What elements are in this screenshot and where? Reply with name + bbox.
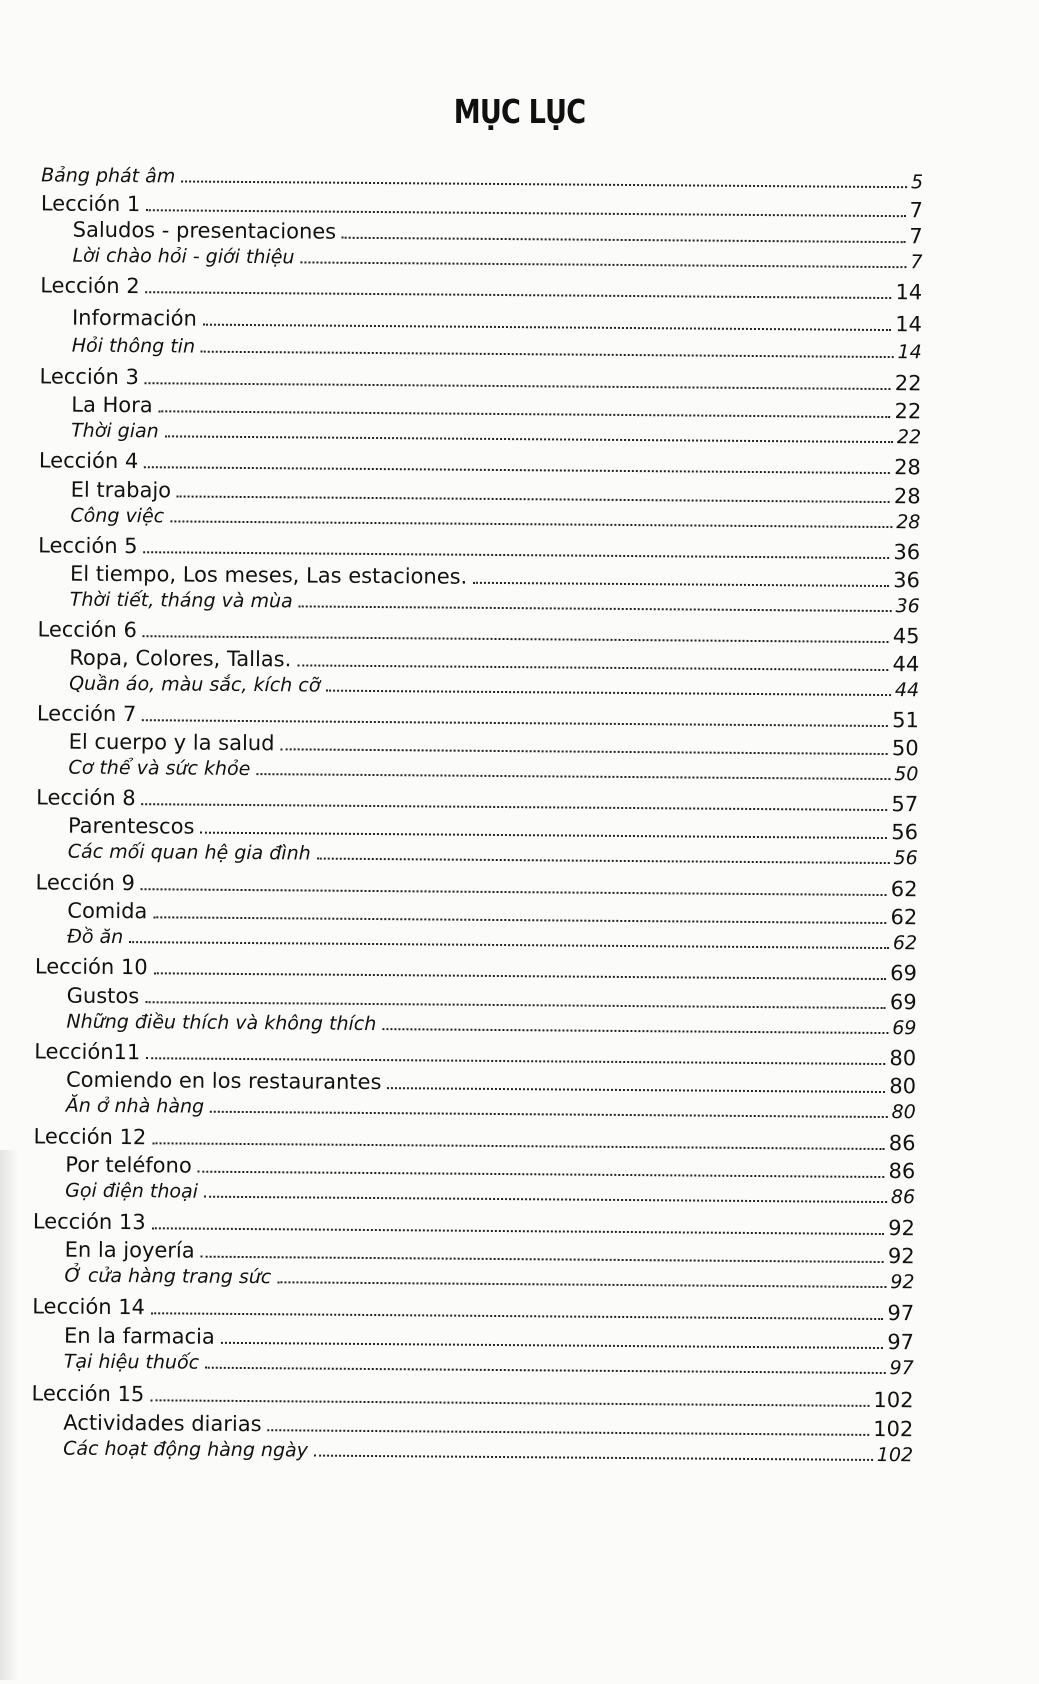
dot-leader <box>152 1227 885 1235</box>
toc-entry-label: Parentescos <box>67 813 195 839</box>
toc-entry-page: 50 <box>894 763 919 786</box>
toc-entry <box>68 814 918 845</box>
toc-entry <box>71 478 921 509</box>
dot-leader <box>143 635 889 643</box>
toc-entry-page: 57 <box>891 792 919 817</box>
toc-entry-page: 36 <box>895 595 920 618</box>
dot-leader <box>154 972 887 980</box>
toc-entry-label: Lección 9 <box>35 870 136 896</box>
toc-entry <box>35 870 917 901</box>
dot-leader <box>129 941 889 949</box>
dot-leader <box>146 1057 885 1065</box>
toc-entry <box>63 1411 913 1442</box>
toc-entry-page: 69 <box>892 1017 917 1040</box>
toc-entry-label: Lección 10 <box>34 954 148 980</box>
toc-entry-page: 7 <box>909 198 923 223</box>
toc-entry-label: Các hoạt động hàng ngày <box>63 1437 309 1462</box>
toc-entry <box>33 1209 915 1240</box>
dot-leader <box>280 748 887 755</box>
toc-entry-label: Bảng phát âm <box>41 164 176 188</box>
toc-entry-page: 14 <box>895 280 923 305</box>
toc-entry-label: Comida <box>67 898 148 924</box>
toc-entry <box>70 562 920 593</box>
page-title: MỤC LỤC <box>453 92 586 131</box>
toc-entry-page: 86 <box>888 1159 916 1184</box>
toc-entry-page: 28 <box>896 511 921 534</box>
toc-entry-page: 5 <box>910 171 924 194</box>
toc-entry-label: Lección 6 <box>37 617 138 643</box>
toc-entry <box>67 926 917 955</box>
toc-entry-label: Các mối quan hệ gia đình <box>67 840 311 865</box>
dot-leader <box>317 858 890 864</box>
toc-entry-label: Công việc <box>70 504 165 528</box>
dot-leader <box>170 520 892 528</box>
dot-leader <box>342 237 905 243</box>
toc-entry-page: 92 <box>888 1216 915 1241</box>
toc-entry <box>71 393 921 424</box>
toc-entry-label: Saludos - presentaciones <box>72 217 337 244</box>
toc-entry-page: 7 <box>909 224 923 249</box>
dot-leader <box>201 1256 884 1263</box>
toc-entry-label: Tại hiệu thuốc <box>63 1350 200 1374</box>
dot-leader <box>151 1312 884 1320</box>
dot-leader <box>204 1196 887 1203</box>
toc-entry <box>66 1068 916 1099</box>
toc-entry-page: 69 <box>890 961 917 986</box>
toc-entry-label: Đồ ăn <box>67 925 124 949</box>
toc-entry-label: Información <box>71 305 197 331</box>
dot-leader <box>145 382 891 390</box>
toc-entry <box>32 1294 914 1325</box>
dot-leader <box>205 1367 886 1374</box>
toc-entry-page: 102 <box>873 1387 914 1413</box>
dot-leader <box>150 1399 869 1407</box>
toc-entry-page: 56 <box>891 820 919 845</box>
toc-entry-page: 22 <box>894 371 922 396</box>
toc-entry <box>39 448 921 479</box>
dot-leader <box>142 803 888 811</box>
toc-entry-label: El cuerpo y la salud <box>68 729 275 756</box>
toc-entry-label: Cơ thể và sức khỏe <box>68 756 251 781</box>
dot-leader <box>144 466 890 474</box>
dot-leader <box>141 888 887 896</box>
toc-entry-label: Comiendo en los restaurantes <box>65 1067 382 1095</box>
dot-leader <box>387 1087 885 1093</box>
toc-entry <box>37 701 919 732</box>
toc-entry-page: 97 <box>887 1330 915 1355</box>
toc-entry-page: 69 <box>889 990 917 1015</box>
toc-entry-page: 97 <box>887 1301 915 1326</box>
toc-entry-label: Por teléfono <box>65 1152 192 1178</box>
toc-entry-label: Lección 13 <box>32 1209 146 1235</box>
toc-entry-page: 102 <box>876 1443 914 1467</box>
toc-entry <box>67 984 917 1015</box>
toc-entry-page: 7 <box>910 251 923 274</box>
toc-entry <box>66 1095 916 1124</box>
dot-leader <box>152 1142 885 1150</box>
dot-leader <box>277 1281 886 1288</box>
toc-entry-page: 56 <box>893 847 918 870</box>
dot-leader <box>210 1111 887 1118</box>
dot-leader <box>382 1028 888 1034</box>
dot-leader <box>201 351 894 358</box>
toc-entry <box>65 1153 915 1184</box>
toc-entry-label: Lời chào hỏi - giới thiệu <box>72 244 295 269</box>
toc-entry-label: Ở cửa hàng trang sức <box>64 1264 272 1289</box>
toc-entry-label: Quần áo, màu sắc, kích cỡ <box>69 672 321 697</box>
toc-entry-page: 80 <box>891 1101 916 1124</box>
dot-leader <box>153 916 886 924</box>
toc-entry <box>70 505 920 534</box>
dot-leader <box>177 495 890 503</box>
toc-entry-label: Lección 8 <box>36 785 136 811</box>
dot-leader <box>145 1001 886 1009</box>
dot-leader <box>146 209 905 217</box>
toc-entry-label: Gustos <box>66 983 140 1009</box>
toc-entry-page: 86 <box>888 1131 916 1156</box>
toc-entry-label: Thời gian <box>71 419 159 443</box>
toc-entry-label: Lección 5 <box>38 533 138 559</box>
toc-entry-page: 62 <box>890 905 918 930</box>
toc-entry-label: Hỏi thông tin <box>71 334 196 358</box>
toc-entry <box>71 420 921 449</box>
toc-entry-page: 14 <box>895 312 923 337</box>
toc-entry <box>35 954 917 985</box>
toc-entry-label: Ropa, Colores, Tallas. <box>69 645 292 672</box>
toc-entry-label: Thời tiết, tháng và mùa <box>69 588 293 613</box>
toc-entry-label: Gọi điện thoại <box>65 1179 199 1203</box>
dot-leader <box>256 773 890 780</box>
toc-entry-label: Actividades diarias <box>63 1410 262 1437</box>
toc-entry <box>64 1324 914 1355</box>
toc-entry <box>69 673 919 702</box>
dot-leader <box>200 832 887 839</box>
toc-entry-label: Những điều thích và không thích <box>66 1010 377 1036</box>
toc-entry <box>67 899 917 930</box>
toc-entry-label: Lección 2 <box>40 273 140 299</box>
toc-entry <box>38 533 920 564</box>
toc-entry-page: 44 <box>892 652 920 677</box>
toc-entry <box>72 245 922 274</box>
toc-entry-label: Lección 7 <box>36 701 137 727</box>
dot-leader <box>165 435 893 443</box>
toc-entry-label: El tiempo, Los meses, Las estaciones. <box>69 561 468 589</box>
toc-entry <box>41 164 923 193</box>
toc-entry-page: 28 <box>894 455 921 480</box>
toc-entry-label: Lección 15 <box>31 1381 145 1407</box>
toc-entry <box>37 617 919 648</box>
toc-entry-page: 28 <box>893 484 921 509</box>
toc-entry <box>72 335 922 364</box>
toc-entry-label: Lección11 <box>34 1039 141 1065</box>
toc-entry <box>73 218 923 249</box>
toc-entry <box>65 1180 915 1209</box>
toc-entry <box>70 589 920 618</box>
toc-entry-label: Lección 1 <box>40 191 141 217</box>
dot-leader <box>314 1455 873 1461</box>
toc-entry-page: 80 <box>889 1074 917 1099</box>
toc-entry <box>66 1011 916 1040</box>
toc-entry-page: 45 <box>892 624 920 649</box>
dot-leader <box>268 1429 870 1436</box>
dot-leader <box>144 551 890 559</box>
toc-entry-label: Ăn ở nhà hàng <box>65 1094 205 1118</box>
toc-entry-page: 62 <box>890 877 918 902</box>
dot-leader <box>142 719 888 727</box>
dot-leader <box>146 291 892 299</box>
toc-entry <box>36 785 918 816</box>
dot-leader <box>203 324 891 331</box>
toc-entry-label: La Hora <box>71 392 153 418</box>
toc-entry <box>64 1265 914 1294</box>
dot-leader <box>159 410 891 418</box>
toc-entry <box>72 306 922 337</box>
dot-leader <box>300 261 906 268</box>
toc-entry-label: En la farmacia <box>63 1323 215 1349</box>
toc-entry <box>40 273 922 304</box>
toc-entry <box>69 646 919 677</box>
toc-entry <box>34 1039 916 1070</box>
toc-entry-page: 62 <box>892 932 918 955</box>
toc-entry-page: 80 <box>889 1046 917 1071</box>
toc-entry-page: 86 <box>890 1186 916 1209</box>
toc-entry-page: 22 <box>896 426 922 449</box>
toc-entry <box>33 1124 915 1155</box>
dot-leader <box>473 582 889 587</box>
toc-entry <box>68 757 918 786</box>
toc-entry-label: Lección 4 <box>38 448 139 474</box>
toc-entry-label: El trabajo <box>70 477 172 503</box>
toc-entry-page: 36 <box>893 540 921 565</box>
toc-entry-label: En la joyería <box>64 1237 195 1263</box>
toc-entry <box>65 1238 915 1269</box>
toc-entry <box>69 730 919 761</box>
toc-entry-label: Lección 3 <box>39 364 140 390</box>
dot-leader <box>297 664 888 671</box>
toc-entry <box>31 1381 913 1412</box>
toc-entry <box>64 1351 914 1380</box>
toc-entry-page: 92 <box>890 1271 915 1294</box>
toc-entry-page: 44 <box>894 679 920 702</box>
toc-entry <box>68 841 918 870</box>
toc-entry-page: 92 <box>887 1244 915 1269</box>
toc-entry-page: 22 <box>894 399 922 424</box>
dot-leader <box>299 605 892 612</box>
dot-leader <box>181 180 907 188</box>
toc-entry-page: 36 <box>893 568 921 593</box>
toc-entry-label: Lección 12 <box>33 1124 147 1150</box>
toc-entry <box>39 364 921 395</box>
dot-leader <box>326 690 891 696</box>
toc-entry-page: 14 <box>897 341 922 364</box>
toc-entry-page: 51 <box>892 708 919 733</box>
toc-entry <box>63 1438 913 1467</box>
toc-entry-page: 50 <box>891 736 919 761</box>
toc-entry-page: 102 <box>873 1416 914 1442</box>
dot-leader <box>221 1342 884 1349</box>
toc-entry-label: Lección 14 <box>32 1294 146 1320</box>
toc-entry-page: 97 <box>889 1357 914 1380</box>
dot-leader <box>198 1171 885 1178</box>
